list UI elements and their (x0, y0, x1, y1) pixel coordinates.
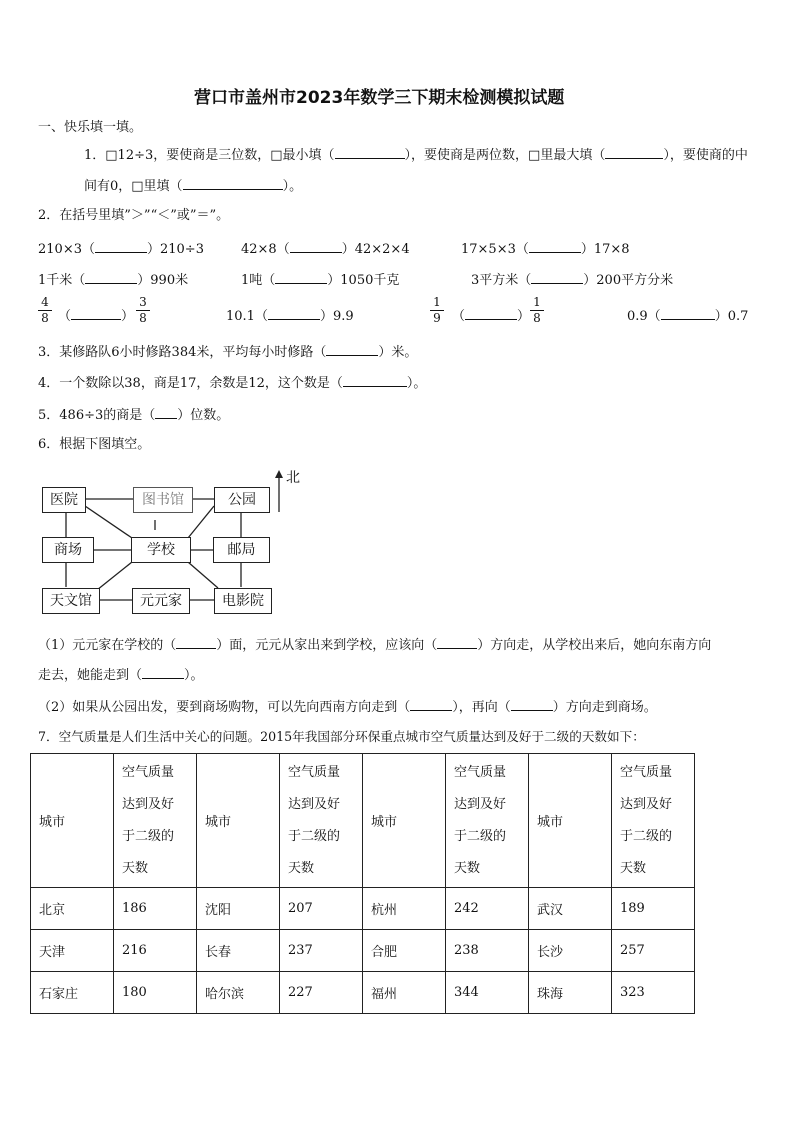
days-cell: 216 (114, 930, 197, 972)
table-row (31, 888, 695, 930)
q2-expr-left: 0.9（ (627, 309, 661, 324)
answer-blank[interactable] (85, 271, 137, 284)
place-post-office: 邮局 (213, 537, 270, 563)
question-2-stem: 2．在括号里填”＞”“＜”或”＝”。 (38, 208, 230, 223)
place-yuanyuan-home: 元元家 (132, 588, 190, 614)
q2-expr-right: ）990米 (137, 273, 189, 288)
q2-expr-left: 10.1（ (226, 309, 268, 324)
q6-s1-text-d: 走去，她能走到（ (38, 668, 143, 683)
paren-close: ） (121, 309, 135, 324)
place-school: 学校 (131, 537, 191, 563)
question-5 (38, 406, 229, 424)
answer-blank[interactable] (176, 636, 216, 649)
numerator: 1 (533, 295, 541, 309)
city-cell: 天津 (31, 930, 114, 972)
answer-blank[interactable] (465, 307, 517, 320)
q2-expr-left: 1千米（ (38, 273, 86, 288)
city-cell: 北京 (31, 888, 114, 930)
city-cell: 石家庄 (31, 972, 114, 1014)
place-mall: 商场 (42, 537, 94, 563)
answer-blank[interactable] (326, 343, 378, 356)
q2-expr-left: 3平方米（ (471, 273, 532, 288)
q2-expr-left: 1吨（ (241, 273, 276, 288)
q2-row1-item1 (38, 240, 204, 258)
q6-s2-text-c: ）方向走到商场。 (552, 700, 657, 715)
q2-expr-right: ）17×8 (580, 242, 630, 257)
fraction-4-8 (38, 296, 52, 325)
fraction-3-8 (136, 296, 150, 325)
city-cell: 合肥 (363, 930, 446, 972)
q1-text-d: 间有0，□里填（ (84, 179, 183, 194)
answer-blank[interactable] (95, 240, 147, 253)
place-hospital: 医院 (42, 487, 86, 513)
numerator: 1 (433, 295, 441, 309)
paren-close: ） (517, 309, 531, 324)
q6-s1-text-e: ）。 (184, 668, 204, 683)
days-cell: 227 (280, 972, 363, 1014)
section-heading: 一、快乐填一填。 (38, 120, 143, 135)
question-3 (38, 343, 417, 361)
days-cell: 242 (446, 888, 529, 930)
city-cell: 福州 (363, 972, 446, 1014)
numerator: 3 (139, 295, 147, 309)
days-cell: 323 (612, 972, 695, 1014)
q2-expr-left: 42×8（ (241, 242, 290, 257)
q2-row3-item4 (627, 307, 748, 325)
q2-expr-right: ）200平方分米 (583, 273, 674, 288)
q2-row2-item2 (241, 271, 399, 289)
header-city: 城市 (363, 754, 446, 888)
q3-text: 3．某修路队6小时修路384米，平均每小时修路（ (38, 345, 327, 360)
q6-s1-text-a: （1）元元家在学校的（ (38, 638, 177, 653)
days-cell: 186 (114, 888, 197, 930)
q6-sub2 (38, 698, 657, 716)
q5-text-end: ）位数。 (177, 408, 230, 423)
q1-text-e: ）。 (282, 179, 303, 194)
page-title: 营口市盖州市2023年数学三下期末检测模拟试题 (194, 88, 565, 108)
question-4 (38, 374, 426, 392)
place-observatory: 天文馆 (42, 588, 100, 614)
days-cell: 180 (114, 972, 197, 1014)
fraction-1-8 (530, 296, 544, 325)
days-cell: 238 (446, 930, 529, 972)
q1-text-a: 1．□12÷3，要使商是三位数，□最小填（ (84, 148, 335, 163)
denominator: 9 (433, 311, 441, 325)
city-cell: 哈尔滨 (197, 972, 280, 1014)
header-days: 空气质量 达到及好 于二级的 天数 (446, 754, 529, 888)
city-cell: 长春 (197, 930, 280, 972)
q2-row1-item3 (461, 240, 630, 258)
q5-text: 5．486÷3的商是（ (38, 408, 156, 423)
answer-blank[interactable] (343, 374, 407, 387)
q6-s2-text-a: （2）如果从公园出发，要到商场购物，可以先向西南方向走到（ (38, 700, 411, 715)
header-city: 城市 (31, 754, 114, 888)
answer-blank[interactable] (71, 307, 121, 320)
north-label: 北 (286, 470, 300, 486)
days-cell: 189 (612, 888, 695, 930)
city-cell: 沈阳 (197, 888, 280, 930)
place-cinema: 电影院 (214, 588, 272, 614)
question-1-line2 (84, 177, 302, 195)
q2-row2-item1 (38, 271, 188, 289)
q2-row3-item1 (58, 307, 134, 325)
days-cell: 237 (280, 930, 363, 972)
answer-blank[interactable] (410, 698, 452, 711)
q2-expr-right: ）0.7 (714, 309, 749, 324)
q2-row1-item2 (241, 240, 410, 258)
header-days: 空气质量 达到及好 于二级的 天数 (612, 754, 695, 888)
answer-blank[interactable] (183, 177, 283, 190)
q2-expr-right: ）42×2×4 (341, 242, 410, 257)
city-cell: 长沙 (529, 930, 612, 972)
question-1 (84, 146, 748, 164)
q6-s2-text-b: ），再向（ (452, 700, 511, 715)
air-quality-table (30, 753, 695, 1014)
q6-sub1 (38, 636, 711, 654)
denominator: 8 (41, 311, 49, 325)
north-arrow-icon (275, 470, 283, 478)
header-days: 空气质量 达到及好 于二级的 天数 (280, 754, 363, 888)
q2-expr-right: ）1050千克 (327, 273, 400, 288)
q1-text-b: ），要使商是两位数，□里最大填（ (404, 148, 606, 163)
q2-row2-item3 (471, 271, 673, 289)
header-city: 城市 (197, 754, 280, 888)
table-row (31, 972, 695, 1014)
answer-blank[interactable] (437, 636, 477, 649)
table-row (31, 930, 695, 972)
q2-row3-item2 (226, 307, 354, 325)
days-cell: 344 (446, 972, 529, 1014)
city-cell: 珠海 (529, 972, 612, 1014)
q6-s1-text-c: ）方向走，从学校出来后，她向东南方向 (477, 638, 712, 653)
numerator: 4 (41, 295, 49, 309)
question-6-stem: 6．根据下图填空。 (38, 437, 151, 452)
answer-blank[interactable] (661, 307, 715, 320)
place-park: 公园 (214, 487, 270, 513)
days-cell: 207 (280, 888, 363, 930)
header-city: 城市 (529, 754, 612, 888)
q4-text: 4．一个数除以38，商是17，余数是12，这个数是（ (38, 376, 343, 391)
question-7-stem: 7．空气质量是人们生活中关心的问题。2015年我国部分环保重点城市空气质量达到及好于二级的天数如下： (38, 729, 645, 744)
q3-text-end: ）米。 (378, 345, 418, 360)
city-cell: 杭州 (363, 888, 446, 930)
answer-blank[interactable] (335, 146, 405, 159)
table-header-row (31, 754, 695, 888)
answer-blank[interactable] (290, 240, 342, 253)
denominator: 8 (533, 311, 541, 325)
q2-expr-left: 17×5×3（ (461, 242, 529, 257)
answer-blank[interactable] (142, 666, 184, 679)
q2-expr-right: ）9.9 (319, 309, 354, 324)
answer-blank[interactable] (275, 271, 327, 284)
fraction-1-9 (430, 296, 444, 325)
q2-row3-item3 (452, 307, 530, 325)
header-days: 空气质量 达到及好 于二级的 天数 (114, 754, 197, 888)
q4-text-end: ）。 (406, 376, 427, 391)
denominator: 8 (139, 311, 147, 325)
q2-expr-right: ）210÷3 (146, 242, 204, 257)
city-cell: 武汉 (529, 888, 612, 930)
q1-text-c: ），要使商的中 (663, 148, 748, 163)
paren-open: （ (452, 309, 466, 324)
answer-blank[interactable] (511, 698, 553, 711)
days-cell: 257 (612, 930, 695, 972)
answer-blank[interactable] (268, 307, 320, 320)
place-library: 图书馆 (133, 487, 193, 513)
q2-expr-left: 210×3（ (38, 242, 95, 257)
q6-s1-text-b: ）面，元元从家出来到学校，应该向（ (216, 638, 438, 653)
q6-sub1-line2 (38, 666, 204, 684)
paren-open: （ (58, 309, 72, 324)
answer-blank[interactable] (531, 271, 583, 284)
answer-blank[interactable] (605, 146, 663, 159)
answer-blank[interactable] (529, 240, 581, 253)
answer-blank[interactable] (155, 406, 177, 419)
